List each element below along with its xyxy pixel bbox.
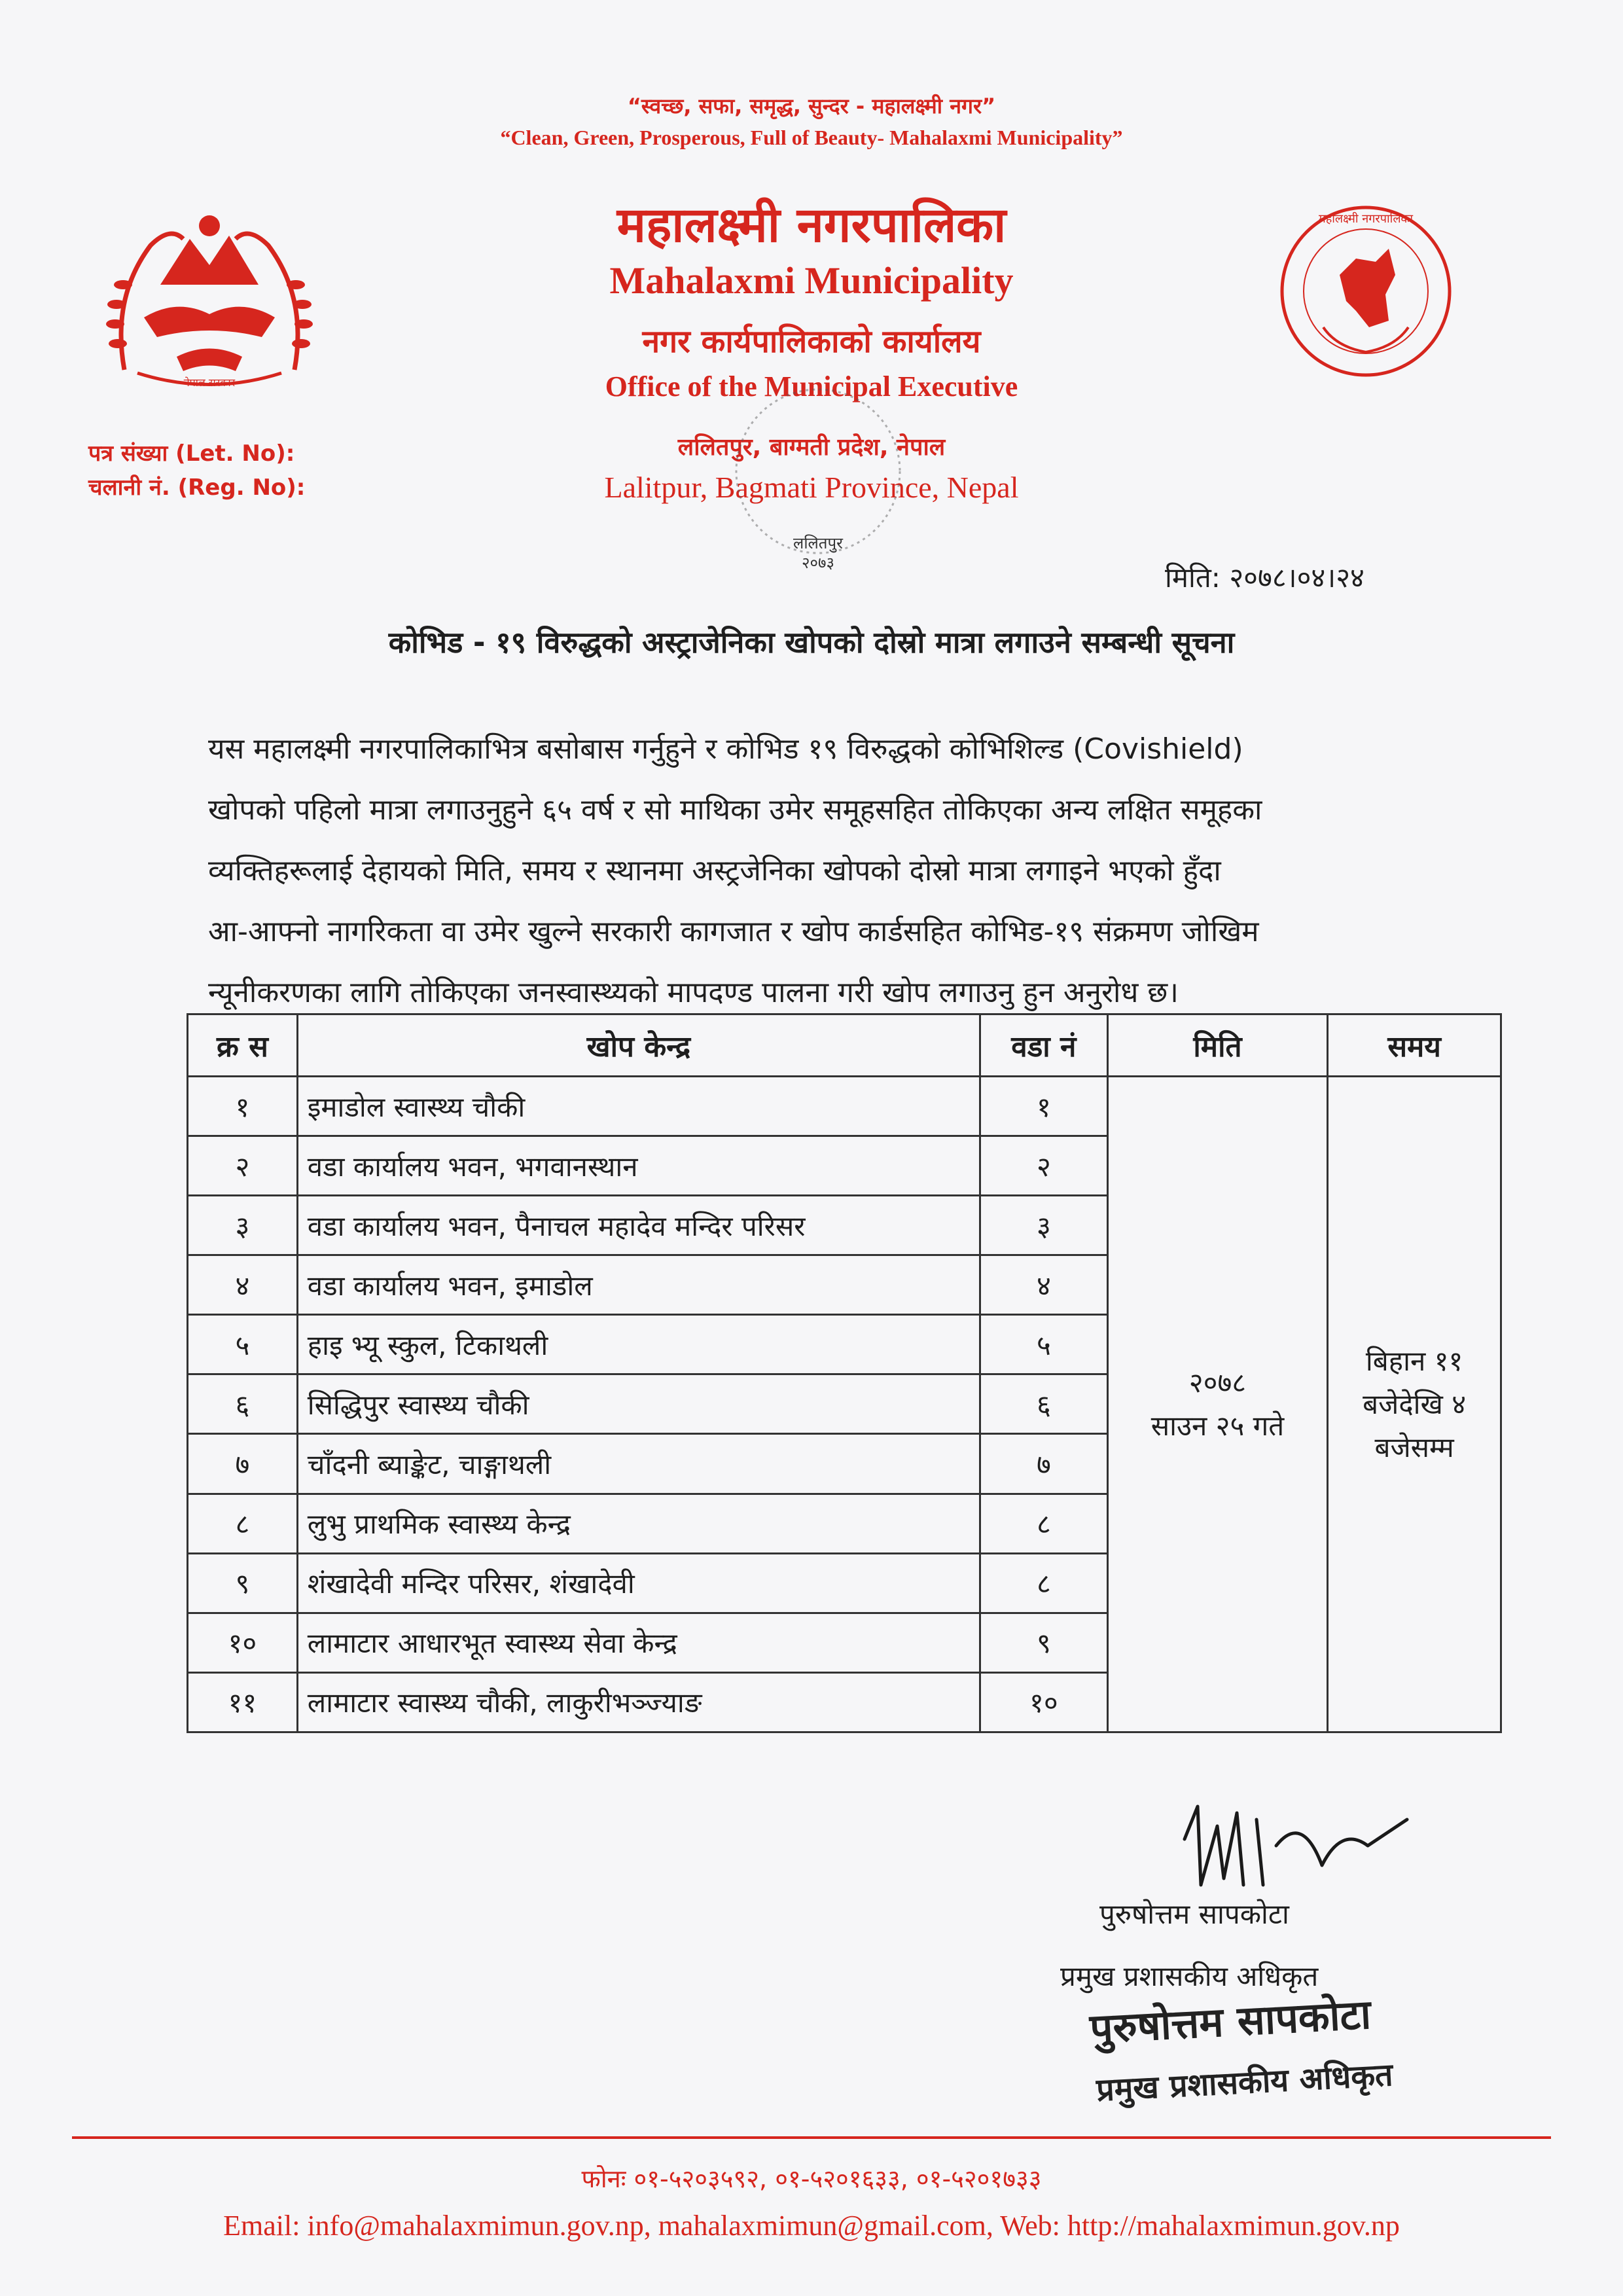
center-cell: लुभु प्राथमिक स्वास्थ्य केन्द्र bbox=[297, 1494, 980, 1553]
header-ward-number: वडा नं bbox=[980, 1014, 1107, 1077]
footer-divider bbox=[72, 2136, 1551, 2139]
notice-body-line: यस महालक्ष्मी नगरपालिकाभित्र बसोबास गर्नुहुने र कोभिड १९ विरुद्धको कोभिशिल्ड (Covishield) bbox=[208, 732, 1243, 766]
ward-cell: ८ bbox=[980, 1553, 1107, 1613]
serial-cell: ६ bbox=[188, 1374, 298, 1434]
center-cell: वडा कार्यालय भवन, इमाडोल bbox=[297, 1255, 980, 1315]
serial-cell: १० bbox=[188, 1613, 298, 1672]
address-english: Lalitpur, Bagmati Province, Nepal bbox=[604, 471, 1019, 504]
header-serial: क्र स bbox=[188, 1014, 298, 1077]
time-line: बजेसम्म bbox=[1374, 1431, 1454, 1463]
ward-cell: १ bbox=[980, 1077, 1107, 1136]
header-date: मिति bbox=[1107, 1014, 1327, 1077]
center-cell: हाइ भ्यू स्कुल, टिकाथली bbox=[297, 1315, 980, 1374]
registration-number-label: चलानी नं. (Reg. No): bbox=[88, 475, 306, 501]
ward-cell: ५ bbox=[980, 1315, 1107, 1374]
serial-cell: १ bbox=[188, 1077, 298, 1136]
notice-body-line: व्यक्तिहरूलाई देहायको मिति, समय र स्थानमा अस्ट्रजेनिका खोपको दोस्रो मात्रा लगाइने भएको हुँदा bbox=[208, 854, 1221, 888]
ward-cell: १० bbox=[980, 1672, 1107, 1732]
notice-body-line: खोपको पहिलो मात्रा लगाउनुहुने ६५ वर्ष र सो माथिका उमेर समूहसहित तोकिएका अन्य लक्षित समूहका bbox=[208, 793, 1262, 827]
table-header-row bbox=[188, 1014, 1501, 1077]
office-name-nepali: नगर कार्यपालिकाको कार्यालय bbox=[642, 323, 981, 360]
center-cell: सिद्धिपुर स्वास्थ्य चौकी bbox=[297, 1374, 980, 1434]
office-seal-icon bbox=[707, 380, 929, 576]
footer-email: Email: info@mahalaxmimun.gov.np, mahalaxmimun@gmail.com, Web: http://mahalaxmimun.gov.np bbox=[223, 2210, 1400, 2242]
date-cell bbox=[1107, 1077, 1327, 1732]
serial-cell: ७ bbox=[188, 1434, 298, 1494]
stamp-name: पुरुषोत्तम सापकोटा bbox=[1088, 1990, 1372, 2053]
municipality-logo-icon bbox=[1277, 196, 1454, 393]
svg-text:नेपाल सरकार: नेपाल सरकार bbox=[183, 376, 236, 389]
center-cell: चाँदनी ब्याङ्केट, चाङ्गाथली bbox=[297, 1434, 980, 1494]
serial-cell: ४ bbox=[188, 1255, 298, 1315]
center-cell: लामाटार आधारभूत स्वास्थ्य सेवा केन्द्र bbox=[297, 1613, 980, 1672]
header-vaccination-center: खोप केन्द्र bbox=[297, 1014, 980, 1077]
vaccination-schedule-table bbox=[187, 1013, 1502, 1733]
handwritten-signature-icon bbox=[1171, 1787, 1420, 1911]
notice-title: कोभिड - १९ विरुद्धको अस्ट्राजेनिका खोपको दोस्रो मात्रा लगाउने सम्बन्धी सूचना bbox=[388, 625, 1235, 660]
municipality-name-nepali: महालक्ष्मी नगरपालिका bbox=[616, 197, 1007, 253]
time-cell bbox=[1328, 1077, 1501, 1732]
date-year: २०७८ bbox=[1188, 1366, 1247, 1399]
center-cell: वडा कार्यालय भवन, पैनाचल महादेव मन्दिर परिसर bbox=[297, 1196, 980, 1255]
header-time: समय bbox=[1328, 1014, 1501, 1077]
ward-cell: ४ bbox=[980, 1255, 1107, 1315]
address-nepali: ललितपुर, बाग्मती प्रदेश, नेपाल bbox=[677, 434, 946, 461]
ward-cell: ३ bbox=[980, 1196, 1107, 1255]
ward-cell: ७ bbox=[980, 1434, 1107, 1494]
serial-cell: ९ bbox=[188, 1553, 298, 1613]
notice-body-line: आ-आफ्नो नागरिकता वा उमेर खुल्ने सरकारी कागजात र खोप कार्डसहित कोभिड-१९ संक्रमण जोखिम bbox=[208, 915, 1259, 948]
tagline-english: “Clean, Green, Prosperous, Full of Beauty- Mahalaxmi Municipality” bbox=[500, 126, 1123, 149]
ward-cell: ६ bbox=[980, 1374, 1107, 1434]
serial-cell: ११ bbox=[188, 1672, 298, 1732]
signatory-title: प्रमुख प्रशासकीय अधिकृत bbox=[1060, 1960, 1319, 1992]
serial-cell: ३ bbox=[188, 1196, 298, 1255]
nepal-emblem-icon bbox=[98, 200, 321, 389]
ward-cell: २ bbox=[980, 1136, 1107, 1196]
stamp-title: प्रमुख प्रशासकीय अधिकृत bbox=[1095, 2056, 1394, 2109]
serial-cell: २ bbox=[188, 1136, 298, 1196]
time-line: बजेदेखि ४ bbox=[1363, 1388, 1467, 1420]
letter-number-label: पत्र संख्या (Let. No): bbox=[88, 440, 295, 467]
svg-text:ललितपुर: ललितपुर bbox=[793, 534, 843, 552]
date-day: साउन २५ गते bbox=[1150, 1409, 1285, 1442]
center-cell: इमाडोल स्वास्थ्य चौकी bbox=[297, 1077, 980, 1136]
center-cell: लामाटार स्वास्थ्य चौकी, लाकुरीभञ्ज्याङ bbox=[297, 1672, 980, 1732]
svg-text:महालक्ष्मी नगरपालिका: महालक्ष्मी नगरपालिका bbox=[1318, 212, 1414, 226]
center-cell: शंखादेवी मन्दिर परिसर, शंखादेवी bbox=[297, 1553, 980, 1613]
center-cell: वडा कार्यालय भवन, भगवानस्थान bbox=[297, 1136, 980, 1196]
footer-phone: फोनः ०१-५२०३५९२, ०१-५२०१६३३, ०१-५२०१७३३ bbox=[581, 2164, 1042, 2193]
office-name-english: Office of the Municipal Executive bbox=[605, 370, 1018, 403]
municipality-name-english: Mahalaxmi Municipality bbox=[609, 259, 1014, 302]
ward-cell: ८ bbox=[980, 1494, 1107, 1553]
signatory-name: पुरुषोत्तम सापकोटा bbox=[1099, 1898, 1289, 1930]
svg-text:२०७३: २०७३ bbox=[802, 554, 834, 572]
serial-cell: ८ bbox=[188, 1494, 298, 1553]
notice-body bbox=[208, 719, 1491, 1023]
serial-cell: ५ bbox=[188, 1315, 298, 1374]
document-date: मिति: २०७८।०४।२४ bbox=[1165, 562, 1364, 594]
ward-cell: ९ bbox=[980, 1613, 1107, 1672]
notice-body-line: न्यूनीकरणका लागि तोकिएका जनस्वास्थ्यको मापदण्ड पालना गरी खोप लगाउनु हुन अनुरोध छ। bbox=[208, 976, 1179, 1009]
table-row bbox=[188, 1077, 1501, 1136]
time-line: बिहान ११ bbox=[1365, 1344, 1463, 1377]
tagline-nepali: “स्वच्छ, सफा, समृद्ध, सुन्दर - महालक्ष्मी नगर” bbox=[627, 94, 996, 118]
